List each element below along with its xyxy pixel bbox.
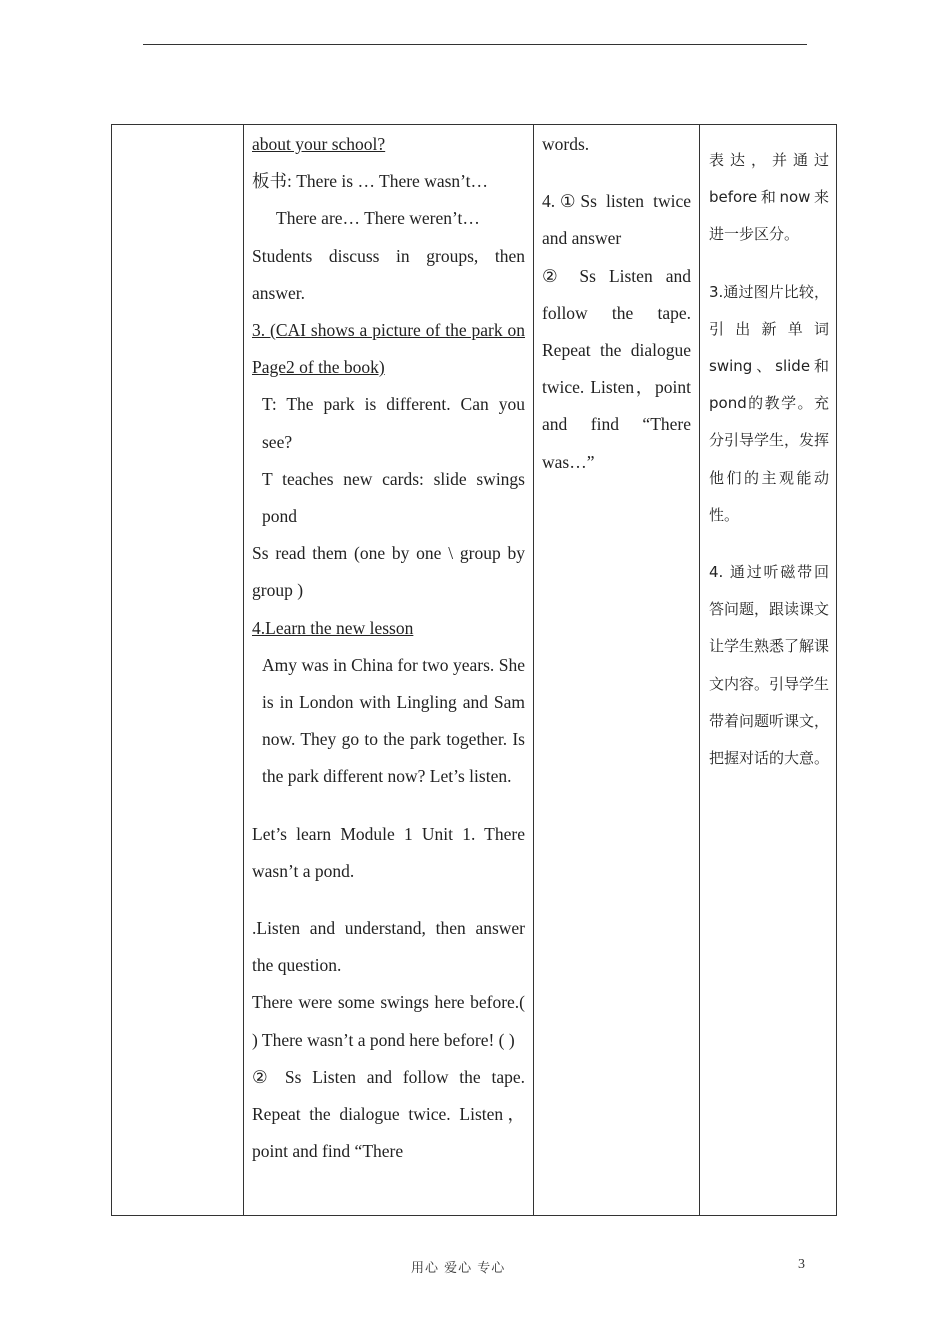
paragraph: There were some swings here before.( ) There wasn’t a pond here before! ( ) xyxy=(252,992,525,1050)
paragraph: about your school? xyxy=(252,134,386,154)
paragraph-gap xyxy=(252,890,525,910)
paragraph: T: The park is different. Can you see? xyxy=(262,394,525,452)
paragraph-gap xyxy=(252,796,525,816)
header-rule xyxy=(143,44,807,45)
paragraph-gap xyxy=(542,163,691,183)
paragraph: 4. 通过听磁带回答问题，跟读课文让学生熟悉了解课文内容。引导学生带着问题听课文，把握对话的大意。 xyxy=(709,563,830,768)
paragraph-gap xyxy=(709,534,829,554)
paragraph: 4.①Ss listen twice and answer xyxy=(542,191,691,249)
paragraph: ② Ss Listen and follow the tape. Repeat the dialogue twice. Listen，point and find “There was…” xyxy=(542,265,691,472)
table-cell-student-activity xyxy=(533,124,699,481)
page-number: 3 xyxy=(798,1257,805,1272)
paragraph: 板书: There is … There wasn’t… xyxy=(252,171,489,192)
paragraph: Ss read them (one by one \ group by group ) xyxy=(252,543,525,601)
paragraph: 3. (CAI shows a picture of the park on Page2 of the book) xyxy=(252,320,525,378)
footer-slogan: 用心 爱心 专心 xyxy=(411,1261,506,1276)
paragraph: Amy was in China for two years. She is in London with Lingling and Sam now. They go to the park together. Is the park different now? Let’s listen. xyxy=(262,654,525,787)
paragraph: Let’s learn Module 1 Unit 1. There wasn’t a pond. xyxy=(252,823,525,881)
paragraph: 表达，并通过before和now来进一步区分。 xyxy=(709,151,829,244)
paragraph: 3.通过图片比较，引出新单词swing、slide和pond的教学。充分引导学生，发挥他们的主观能动性。 xyxy=(709,282,830,524)
paragraph: There are… There weren’t… xyxy=(276,208,480,229)
table-cell-design-intent xyxy=(699,124,837,777)
paragraph: .Listen and understand, then answer the question. xyxy=(252,918,525,976)
paragraph: ② Ss Listen and follow the tape. Repeat the dialogue twice. Listen，point and find “There xyxy=(252,1066,525,1162)
paragraph: T teaches new cards: slide swings pond xyxy=(262,468,525,527)
paragraph: 4.Learn the new lesson xyxy=(252,617,414,638)
table-cell-teacher-activity xyxy=(243,124,533,1170)
paragraph-gap xyxy=(709,254,829,274)
paragraph: words. xyxy=(542,134,590,154)
paragraph: Students discuss in groups, then answer. xyxy=(252,245,525,303)
